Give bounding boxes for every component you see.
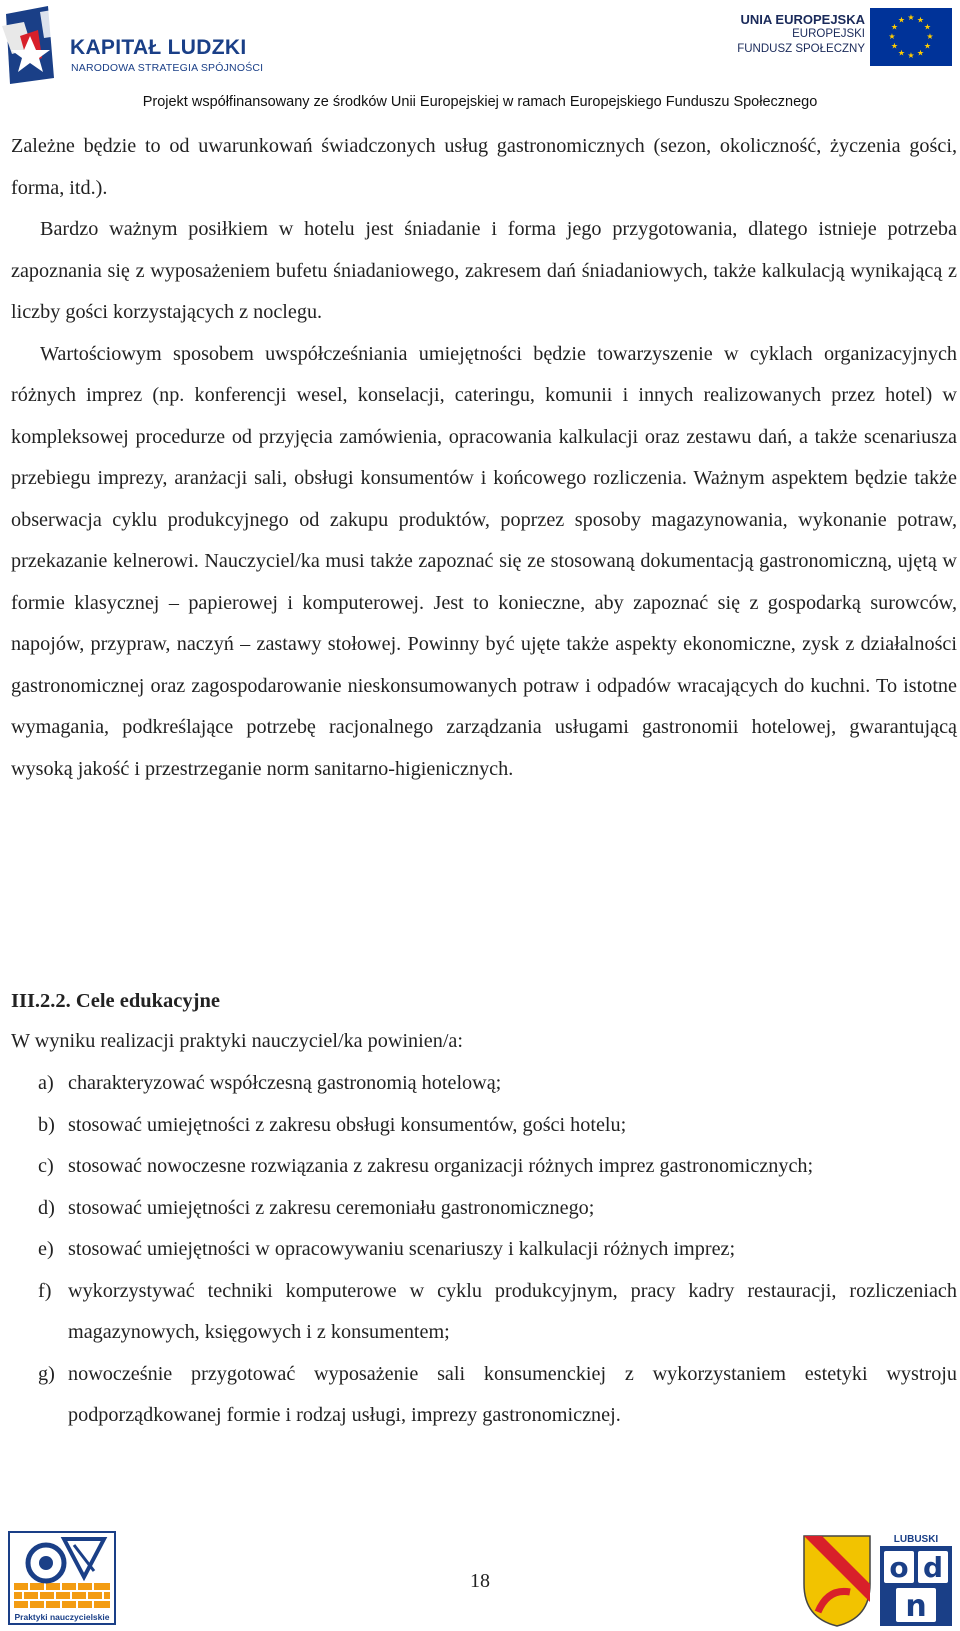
svg-text:★: ★ — [926, 32, 934, 41]
svg-text:★: ★ — [907, 13, 915, 22]
list-item — [11, 1271, 957, 1354]
right-logo-text: LUBUSKI — [893, 1534, 939, 1545]
list-item — [11, 1188, 957, 1230]
document-body — [11, 126, 957, 790]
eu-flag-icon — [870, 8, 952, 66]
list-item — [11, 1229, 957, 1271]
svg-text:★: ★ — [907, 51, 915, 60]
kapital-ludzki-title: KAPITAŁ LUDZKI — [70, 36, 247, 59]
list-item-text: stosować umiejętności z zakresu ceremoniału gastronomicznego; — [68, 1196, 595, 1219]
list-item-text: stosować umiejętności z zakresu obsługi konsumentów, gości hotelu; — [68, 1113, 627, 1136]
page-number: 18 — [470, 1570, 490, 1592]
eu-line-2: EUROPEJSKI — [792, 28, 865, 40]
section-intro: W wyniku realizacji praktyki nauczyciel/ka powinien/a: — [11, 1030, 463, 1052]
svg-text:★: ★ — [890, 22, 899, 32]
svg-text:o: o — [889, 1551, 909, 1584]
kapital-ludzki-logo — [2, 6, 264, 86]
list-item — [11, 1105, 957, 1147]
list-marker: d) — [38, 1196, 55, 1219]
kapital-ludzki-flag-icon — [2, 6, 68, 86]
list-item-text: nowocześnie przygotować wyposażenie sali konsumenckiej z wykorzystaniem estetyki wystroju podporządkowanej formie i rodzaj usługi, imprezy gastronomicznej. — [68, 1362, 957, 1426]
svg-text:★: ★ — [923, 22, 932, 32]
list-item-text: charakteryzować współczesną gastronomią hotelową; — [68, 1072, 502, 1094]
svg-text:★: ★ — [916, 48, 925, 58]
educational-goals-list — [11, 1063, 957, 1437]
svg-text:★: ★ — [897, 48, 906, 58]
paragraph-3: Wartościowym sposobem uwspółcześniania umiejętności będzie towarzyszenie w cyklach organizacyjnych różnych imprez (np. konferencji wesel, konselacji, cateringu, komunii i innych realizowanych przez hotel) w kompleksowej procedurze od przyjęcia zamówienia, opracowania kalkulacji oraz zestawu dań, a także scenariusza przebiegu imprezy, aranżacji sali, obsługi konsumentów i końcowego rozliczenia. Ważnym aspektem będzie także obserwacja cyklu produkcyjnego od zakupu produktów, poprzez sposoby magazynowania, wykonanie potraw, przekazanie kelnerowi. Nauczyciel/ka musi także zapoznać się ze stosowaną dokumentacją gastronomiczną, ujętą w formie klasycznej – papierowej i komputerowej. Jest to konieczne, aby zapoznać się z gospodarką surowców, napojów, przypraw, naczyń – zastawy stołowej. Powinny być ujęte także aspekty ekonomiczne, zysk z działalności gastronomicznej oraz zagospodarowanie nieskonsumowanych potraw i odpadów wracających do kuchni. To istotne wymagania, podkreślające potrzebę racjonalnego zarządzania usługami gastronomii hotelowej, gwarantującą wysoką jakość i przestrzeganie norm sanitarno-higienicznych. — [11, 342, 957, 780]
list-marker: f) — [38, 1279, 52, 1302]
list-item-text: stosować nowoczesne rozwiązania z zakresu organizacji różnych imprez gastronomicznych; — [68, 1155, 814, 1177]
eu-line-3: FUNDUSZ SPOŁECZNY — [737, 43, 865, 55]
lubuski-logo — [798, 1532, 956, 1628]
list-marker: g) — [38, 1362, 55, 1385]
list-marker: c) — [38, 1155, 54, 1177]
list-marker: a) — [38, 1072, 54, 1094]
svg-text:★: ★ — [916, 15, 925, 25]
svg-text:n: n — [905, 1589, 927, 1624]
paragraph-1: Zależne będzie to od uwarunkowań świadczonych usług gastronomicznych (sezon, okoliczność, życzenia gości, forma, itd.). — [11, 135, 957, 199]
list-item — [11, 1146, 957, 1188]
page-header — [0, 0, 960, 115]
list-item — [11, 1354, 957, 1437]
kapital-ludzki-subtitle: NARODOWA STRATEGIA SPÓJNOŚCI — [71, 62, 264, 74]
list-marker: e) — [38, 1238, 54, 1260]
eu-fund-label — [737, 12, 865, 57]
left-logo-caption: Praktyki nauczycielskie — [14, 1612, 110, 1622]
list-item-text: wykorzystywać techniki komputerowe w cyklu produkcyjnym, pracy kadry restauracji, rozliczeniach magazynowych, księgowych i z konsumentem; — [68, 1279, 957, 1343]
svg-text:★: ★ — [923, 41, 932, 51]
project-cofinancing-note: Projekt współfinansowany ze środków Unii Europejskiej w ramach Europejskiego Funduszu Społecznego — [142, 94, 818, 110]
svg-text:★: ★ — [890, 41, 899, 51]
eu-line-1: UNIA EUROPEJSKA — [740, 12, 865, 27]
svg-text:d: d — [922, 1551, 944, 1584]
svg-text:★: ★ — [888, 32, 896, 41]
section-heading: III.2.2. Cele edukacyjne — [11, 990, 220, 1012]
list-item — [11, 1063, 957, 1105]
paragraph-2: Bardzo ważnym posiłkiem w hotelu jest śniadanie i forma jego przygotowania, dlatego istnieje potrzeba zapoznania się z wyposażeniem bufetu śniadaniowego, zakresem dań śniadaniowych, także kalkulacją wynikającą z liczby gości korzystających z noclegu. — [11, 218, 957, 323]
list-item-text: stosować umiejętności w opracowywaniu scenariuszy i kalkulacji różnych imprez; — [68, 1238, 736, 1260]
list-marker: b) — [38, 1113, 55, 1136]
svg-text:★: ★ — [897, 15, 906, 25]
